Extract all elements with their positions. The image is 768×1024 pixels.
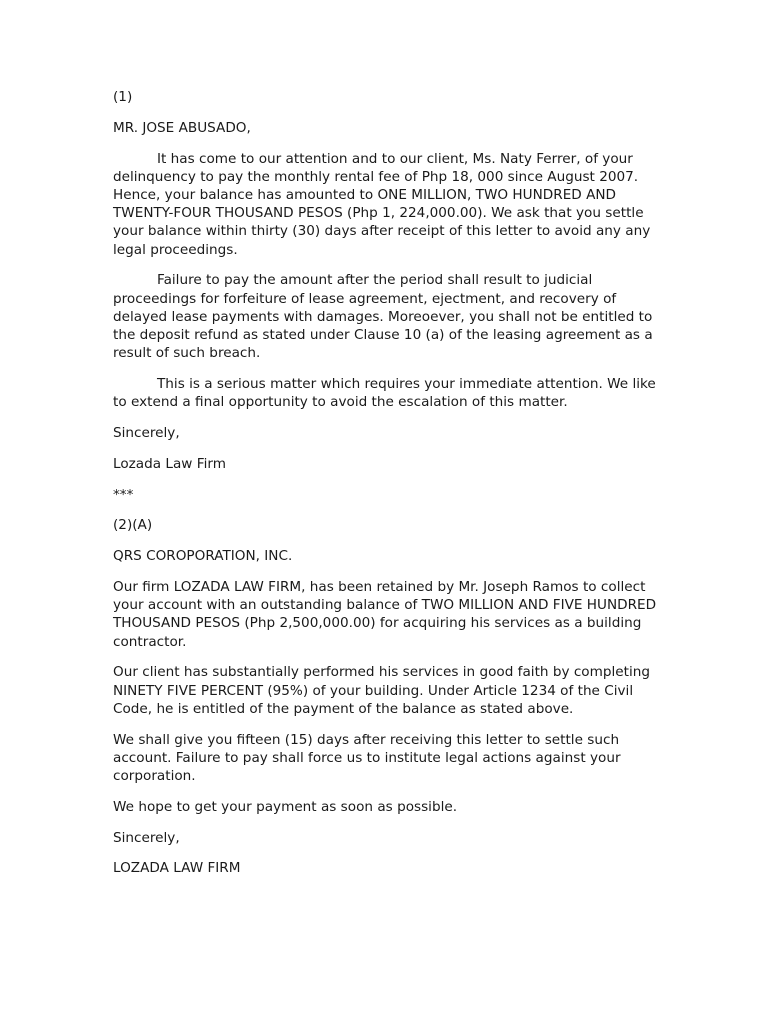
letter-2-addressee: QRS COROPORATION, INC. <box>113 548 293 565</box>
letter-2-number: (2)(A) <box>113 517 153 534</box>
letter-2-signature: LOZADA LAW FIRM <box>113 860 241 877</box>
letter-2-paragraph-2: Our client has substantially performed his services in good faith by completing NINETY FIVE PERCENT (95%) of your building. Under Article 1234 of the Civil Code, he is entitled of the payment of the balance as stated above. <box>113 664 650 717</box>
letter-1-paragraph-3: This is a serious matter which requires your immediate attention. We like to extend a final opportunity to avoid the escalation of this matter. <box>113 376 656 411</box>
letter-1-paragraph-2: Failure to pay the amount after the period shall result to judicial proceedings for forfeiture of lease agreement, ejectment, and recovery of delayed lease payments with damages. Moreoever, you shall not be entitled to the deposit refund as stated under Clause 10 (a) of the leasing agreement as a result of such breach. <box>113 272 653 362</box>
letter-2-closing: Sincerely, <box>113 829 180 846</box>
letter-2-paragraph-4: We hope to get your payment as soon as possible. <box>113 798 458 815</box>
letter-2-paragraph-3: We shall give you fifteen (15) days after receiving this letter to settle such account. Failure to pay shall force us to institute legal actions against your corporation. <box>113 731 621 785</box>
letter-1-addressee: MR. JOSE ABUSADO, <box>113 119 251 136</box>
document-page <box>113 88 658 890</box>
section-separator: *** <box>113 486 134 503</box>
letter-1-paragraph-1: It has come to our attention and to our client, Ms. Naty Ferrer, of your delinquency to pay the monthly rental fee of Php 18, 000 since August 2007. Hence, your balance has amounted to ONE MILLION, TWO HUNDRED AND TWENTY-FOUR THOUSAND PESOS (Php 1, 224,000.00). We ask that you settle your balance within thirty (30) days after receipt of this letter to avoid any any legal proceedings. <box>113 150 651 258</box>
letter-1-closing: Sincerely, <box>113 425 180 442</box>
letter-1-signature: Lozada Law Firm <box>113 455 226 472</box>
letter-2-paragraph-1: Our firm LOZADA LAW FIRM, has been retained by Mr. Joseph Ramos to collect your account with an outstanding balance of TWO MILLION AND FIVE HUNDRED THOUSAND PESOS (Php 2,500,000.00) for acquiring his services as a building contractor. <box>113 579 657 650</box>
letter-1-number: (1) <box>113 89 133 105</box>
